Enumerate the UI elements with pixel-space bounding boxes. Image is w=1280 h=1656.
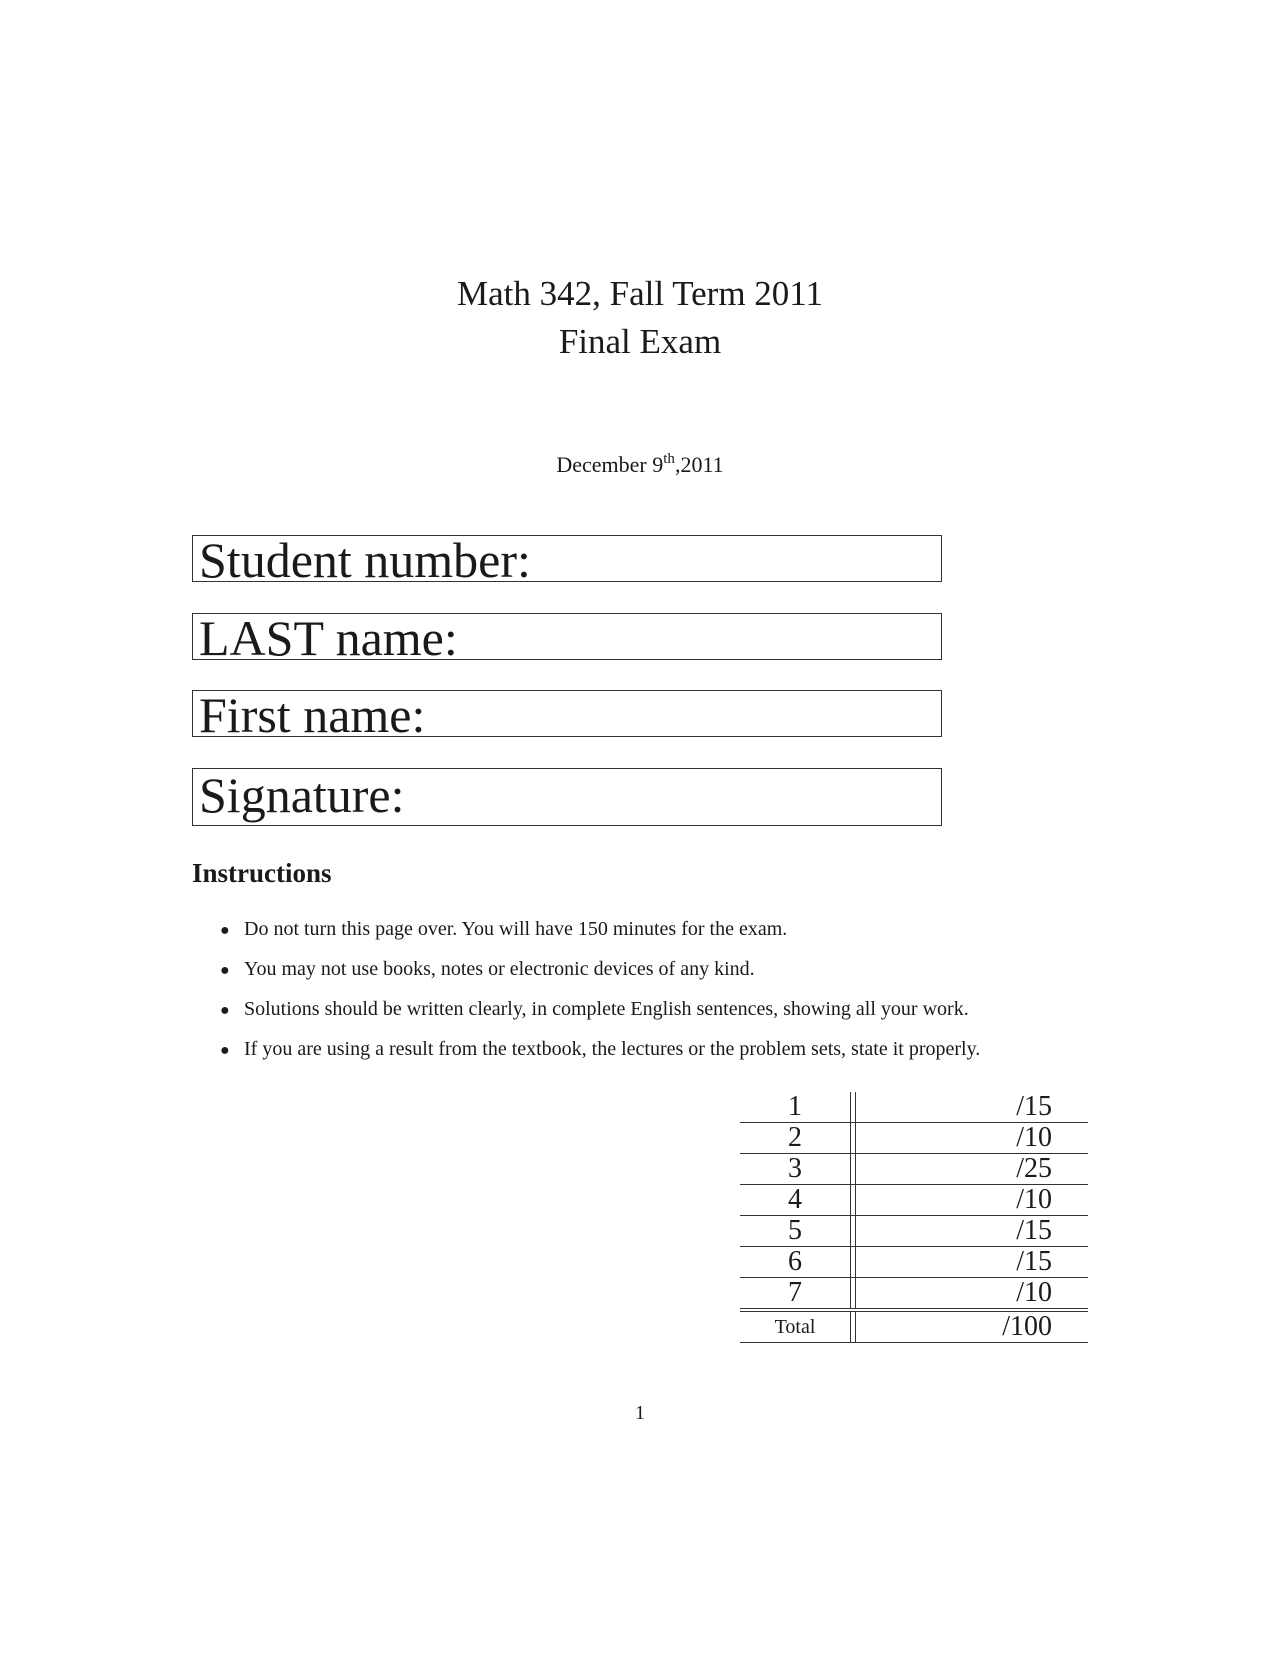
- problem-number: 3: [740, 1154, 851, 1185]
- date-suffix: th: [663, 451, 675, 467]
- table-row: [740, 1154, 1088, 1185]
- list-item: [220, 1034, 980, 1074]
- problem-points: /15: [856, 1216, 1089, 1247]
- bullet-icon: ●: [220, 1042, 230, 1059]
- instructions-heading: Instructions: [192, 858, 332, 888]
- last-name-field[interactable]: [192, 613, 942, 660]
- student-number-label: Student number:: [199, 535, 531, 582]
- course-title: Math 342, Fall Term 2011: [457, 274, 823, 313]
- problem-points: /10: [856, 1123, 1089, 1154]
- problem-points: /10: [856, 1185, 1089, 1216]
- problem-number: 2: [740, 1123, 851, 1154]
- exam-name: Final Exam: [558, 322, 722, 361]
- list-item: [220, 994, 980, 1034]
- date-year: ,2011: [674, 452, 724, 477]
- problem-points: /15: [856, 1247, 1089, 1278]
- problem-number: 7: [740, 1278, 851, 1311]
- exam-title: [0, 270, 1280, 366]
- instruction-text: Do not turn this page over. You will have 150 minutes for the exam.: [244, 918, 788, 940]
- instruction-text: Solutions should be written clearly, in complete English sentences, showing all your work.: [244, 998, 969, 1020]
- problem-number: 6: [740, 1247, 851, 1278]
- table-row: [740, 1216, 1088, 1247]
- instruction-text: You may not use books, notes or electronic devices of any kind.: [244, 958, 755, 980]
- list-item: [220, 914, 980, 954]
- table-row: [740, 1278, 1088, 1311]
- signature-field[interactable]: [192, 768, 942, 826]
- score-table: [740, 1092, 1088, 1343]
- instructions-list: [220, 914, 980, 1074]
- problem-points: /10: [856, 1278, 1089, 1311]
- student-number-field[interactable]: [192, 535, 942, 582]
- problem-number: 4: [740, 1185, 851, 1216]
- total-points: /100: [856, 1310, 1089, 1343]
- first-name-field[interactable]: [192, 690, 942, 737]
- problem-number: 1: [740, 1092, 851, 1123]
- total-row: [740, 1310, 1088, 1343]
- table-row: [740, 1185, 1088, 1216]
- instruction-text: If you are using a result from the textbook, the lectures or the problem sets, state it properly.: [244, 1038, 981, 1060]
- table-row: [740, 1247, 1088, 1278]
- last-name-label: LAST name:: [199, 613, 458, 660]
- problem-points: /25: [856, 1154, 1089, 1185]
- bullet-icon: ●: [220, 922, 230, 939]
- problem-points: /15: [856, 1092, 1089, 1123]
- date-day: December 9: [556, 452, 664, 477]
- list-item: [220, 954, 980, 994]
- exam-date: [0, 452, 1280, 478]
- first-name-label: First name:: [199, 690, 426, 737]
- page-number: 1: [635, 1402, 645, 1424]
- problem-number: 5: [740, 1216, 851, 1247]
- signature-label: Signature:: [199, 768, 405, 823]
- table-row: [740, 1092, 1088, 1123]
- bullet-icon: ●: [220, 1002, 230, 1019]
- bullet-icon: ●: [220, 962, 230, 979]
- total-label: Total: [740, 1310, 851, 1343]
- table-row: [740, 1123, 1088, 1154]
